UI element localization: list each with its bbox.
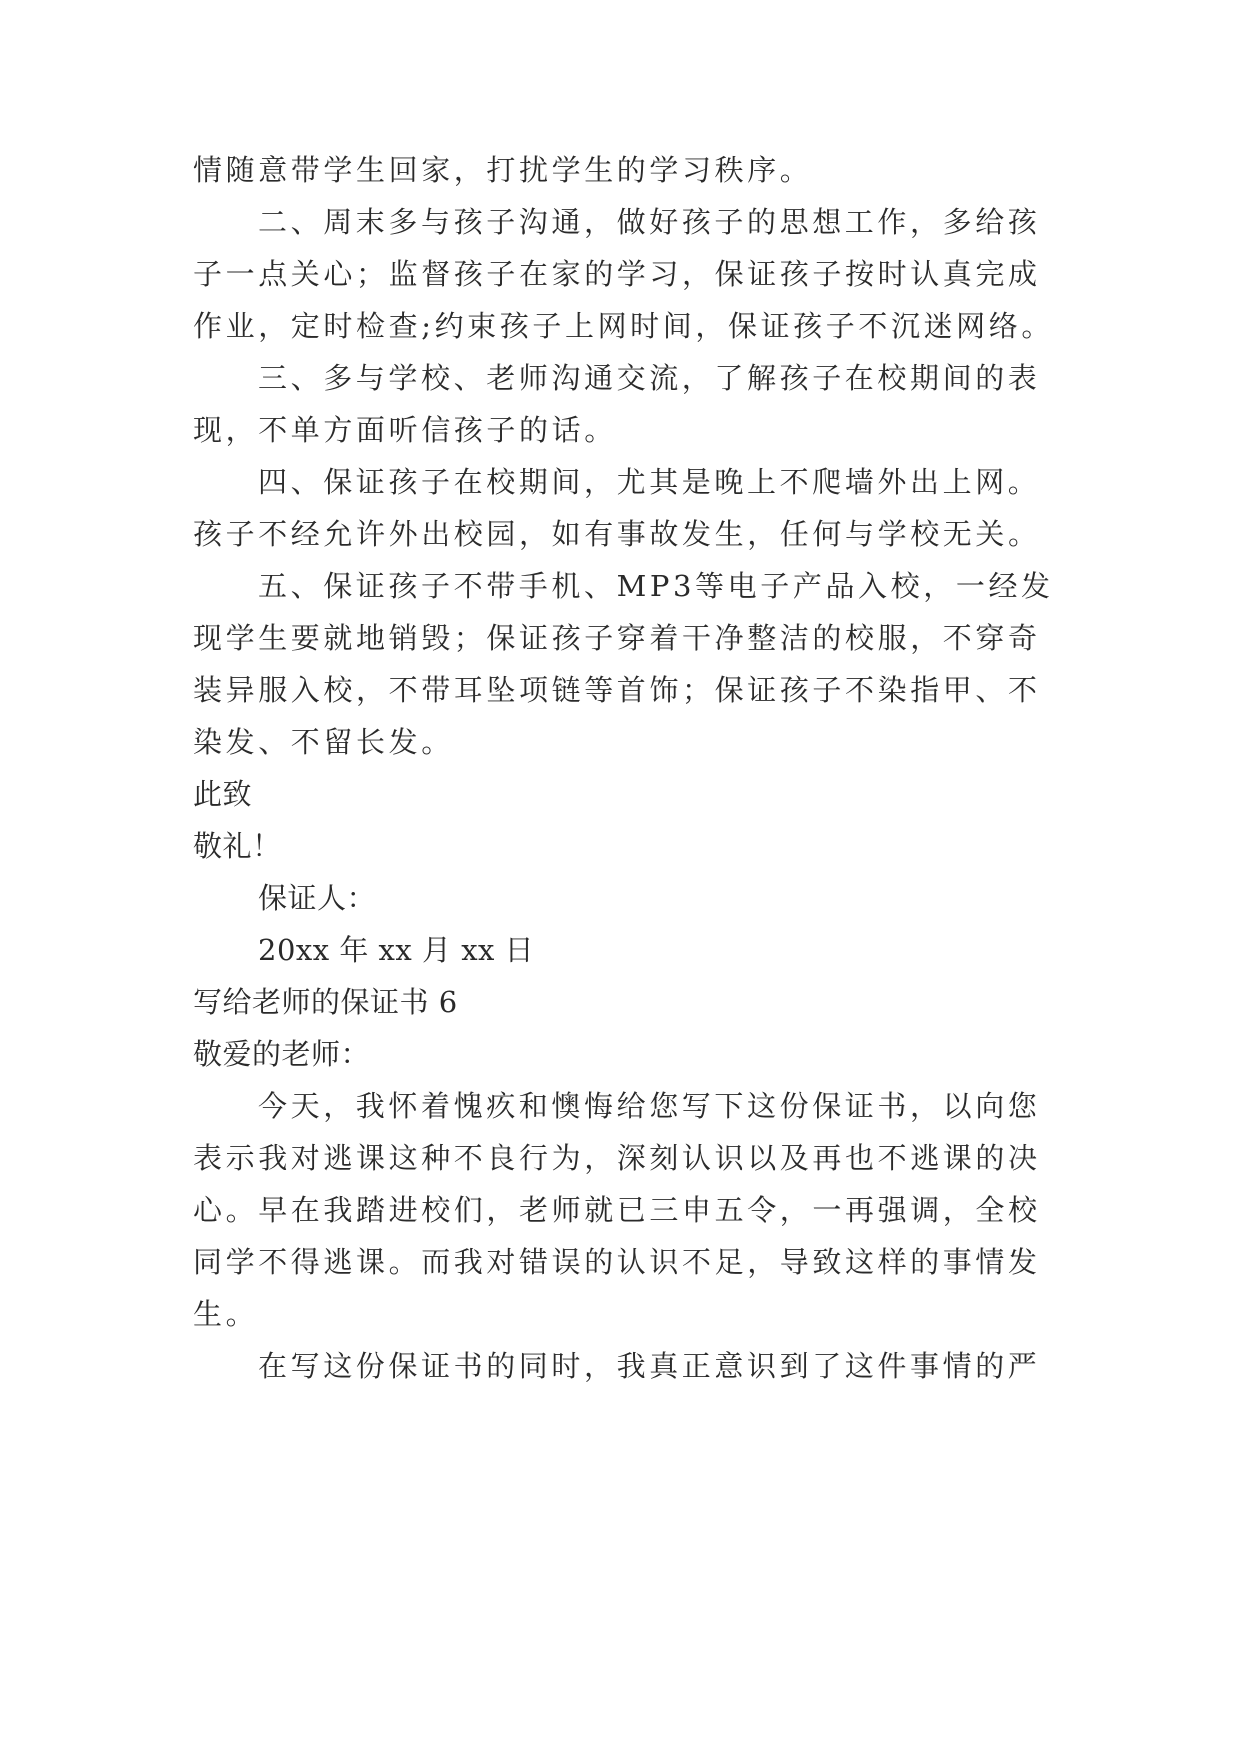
text-line: 现学生要就地销毁；保证孩子穿着干净整洁的校服，不穿奇 bbox=[193, 621, 1041, 655]
text-line: 二、周末多与孩子沟通，做好孩子的思想工作，多给孩 bbox=[258, 205, 1041, 239]
text-line: 五、保证孩子不带手机、MP3等电子产品入校，一经发 bbox=[258, 569, 1054, 603]
guarantor-label: 保证人： bbox=[258, 881, 377, 915]
greeting: 敬爱的老师： bbox=[193, 1037, 371, 1071]
text-line: 在写这份保证书的同时，我真正意识到了这件事情的严 bbox=[258, 1349, 1041, 1383]
date-line: 20xx 年 xx 月 xx 日 bbox=[258, 933, 535, 967]
section-title: 写给老师的保证书 6 bbox=[193, 985, 458, 1019]
text-line: 装异服入校，不带耳坠项链等首饰；保证孩子不染指甲、不 bbox=[193, 673, 1041, 707]
text-line: 四、保证孩子在校期间，尤其是晚上不爬墙外出上网。 bbox=[258, 465, 1041, 499]
text-line: 今天，我怀着愧疚和懊悔给您写下这份保证书，以向您 bbox=[258, 1089, 1041, 1123]
closing-salutation: 此致 bbox=[193, 777, 253, 811]
text-line: 现，不单方面听信孩子的话。 bbox=[193, 413, 617, 447]
text-line: 生。 bbox=[193, 1297, 259, 1331]
text-line: 情随意带学生回家，打扰学生的学习秩序。 bbox=[193, 153, 813, 187]
text-line: 三、多与学校、老师沟通交流，了解孩子在校期间的表 bbox=[258, 361, 1041, 395]
text-line: 染发、不留长发。 bbox=[193, 725, 454, 759]
text-line: 同学不得逃课。而我对错误的认识不足，导致这样的事情发 bbox=[193, 1245, 1041, 1279]
text-line: 表示我对逃课这种不良行为，深刻认识以及再也不逃课的决 bbox=[193, 1141, 1041, 1175]
text-line: 孩子不经允许外出校园，如有事故发生，任何与学校无关。 bbox=[193, 517, 1041, 551]
text-line: 心。早在我踏进校们，老师就已三申五令，一再强调，全校 bbox=[193, 1193, 1041, 1227]
closing-respect: 敬礼！ bbox=[193, 829, 282, 863]
text-line: 作业，定时检查;约束孩子上网时间，保证孩子不沉迷网络。 bbox=[193, 309, 1054, 343]
text-line: 子一点关心；监督孩子在家的学习，保证孩子按时认真完成 bbox=[193, 257, 1041, 291]
